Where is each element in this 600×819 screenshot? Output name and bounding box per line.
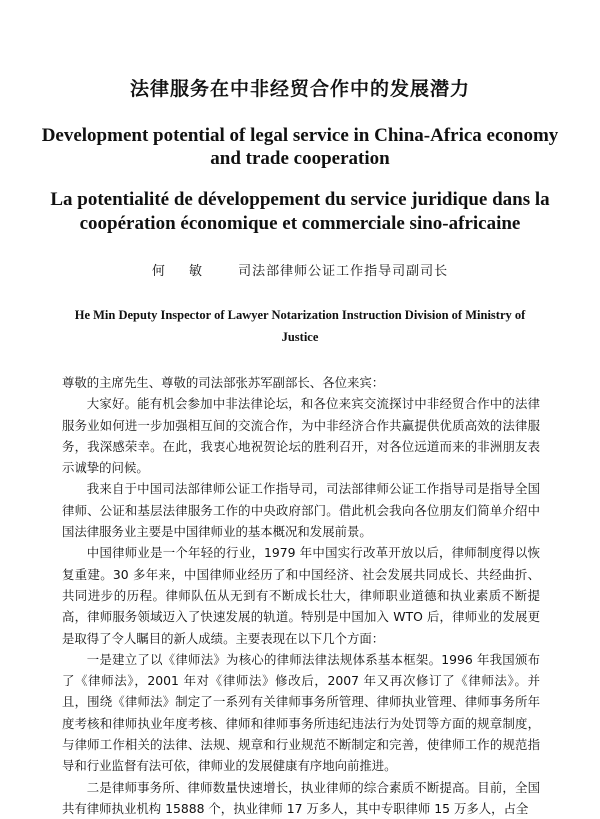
title-french: La potentialité de développement du service juridique dans la coopération économique et commerciale sino-africaine [50, 189, 550, 234]
paragraph-salutation: 尊敬的主席先生、尊敬的司法部张苏军副部长、各位来宾： [62, 375, 385, 390]
author-chinese [0, 260, 600, 279]
title-chinese: 法律服务在中非经贸合作中的发展潜力 [129, 78, 470, 100]
author-title-zh: 司法部律师公证工作指导司副司长 [238, 264, 449, 279]
paragraph: 一是建立了以《律师法》为核心的律师法律法规体系基本框架。1996 年我国颁布了《律师法》，2001 年对《律师法》修改后，2007 年又再次修订了《律师法》。并且，围绕《律师法》制定了一系列有关律师事务所管理、律师执业管理、律师事务所年度考核和律师执业年度考核、律师和律师事务所违纪违法行为处罚等方面的规章制度，与律师工作相关的法律、法规、规章和行业规范不断制定和完善，使律师工作的规范指导和行业监督有法可依，律师业的发展健康有序地向前推进。 [62, 651, 540, 774]
title-english: Development potential of legal service in China-Africa economy and trade cooperation [41, 125, 559, 169]
paragraph: 大家好。能有机会参加中非法律论坛，和各位来宾交流探讨中非经贸合作中的法律服务业如何进一步加强相互间的交流合作，为中非经济合作共赢提供优质高效的法律服务，我深感荣幸。在此，我衷心地祝贺论坛的胜利召开，对各位远道而来的非洲朋友表示诚挚的问候。 [62, 396, 540, 476]
paragraph: 中国律师业是一个年轻的行业，1979 年中国实行改革开放以后，律师制度得以恢复重建。30 多年来，中国律师业经历了和中国经济、社会发展共同成长、共经曲折、共同进步的历程。律师队伍从无到有不断成长壮大，律师职业道德和执业素质不断提高，律师服务领域迈入了快速发展的轨道。特别是中国加入 WTO 后，律师业的发展更是取得了令人瞩目的新人成绩。主要表现在以下几个方面： [62, 545, 540, 646]
author-name-zh: 何 敏 [151, 264, 213, 279]
author-english: He Min Deputy Inspector of Lawyer Notarization Instruction Division of Ministry of Justice [74, 308, 526, 344]
paragraph: 我来自于中国司法部律师公证工作指导司，司法部律师公证工作指导司是指导全国律师、公证和基层法律服务工作的中央政府部门。借此机会我向各位朋友们简单介绍中国法律服务业主要是中国律师业的基本概况和发展前景。 [62, 481, 540, 540]
body-text [62, 372, 540, 819]
paragraph: 二是律师事务所、律师数量快速增长，执业律师的综合素质不断提高。目前，全国共有律师执业机构 15888 个，执业律师 17 万多人，其中专职律师 15 万多人，占全 [62, 779, 540, 816]
